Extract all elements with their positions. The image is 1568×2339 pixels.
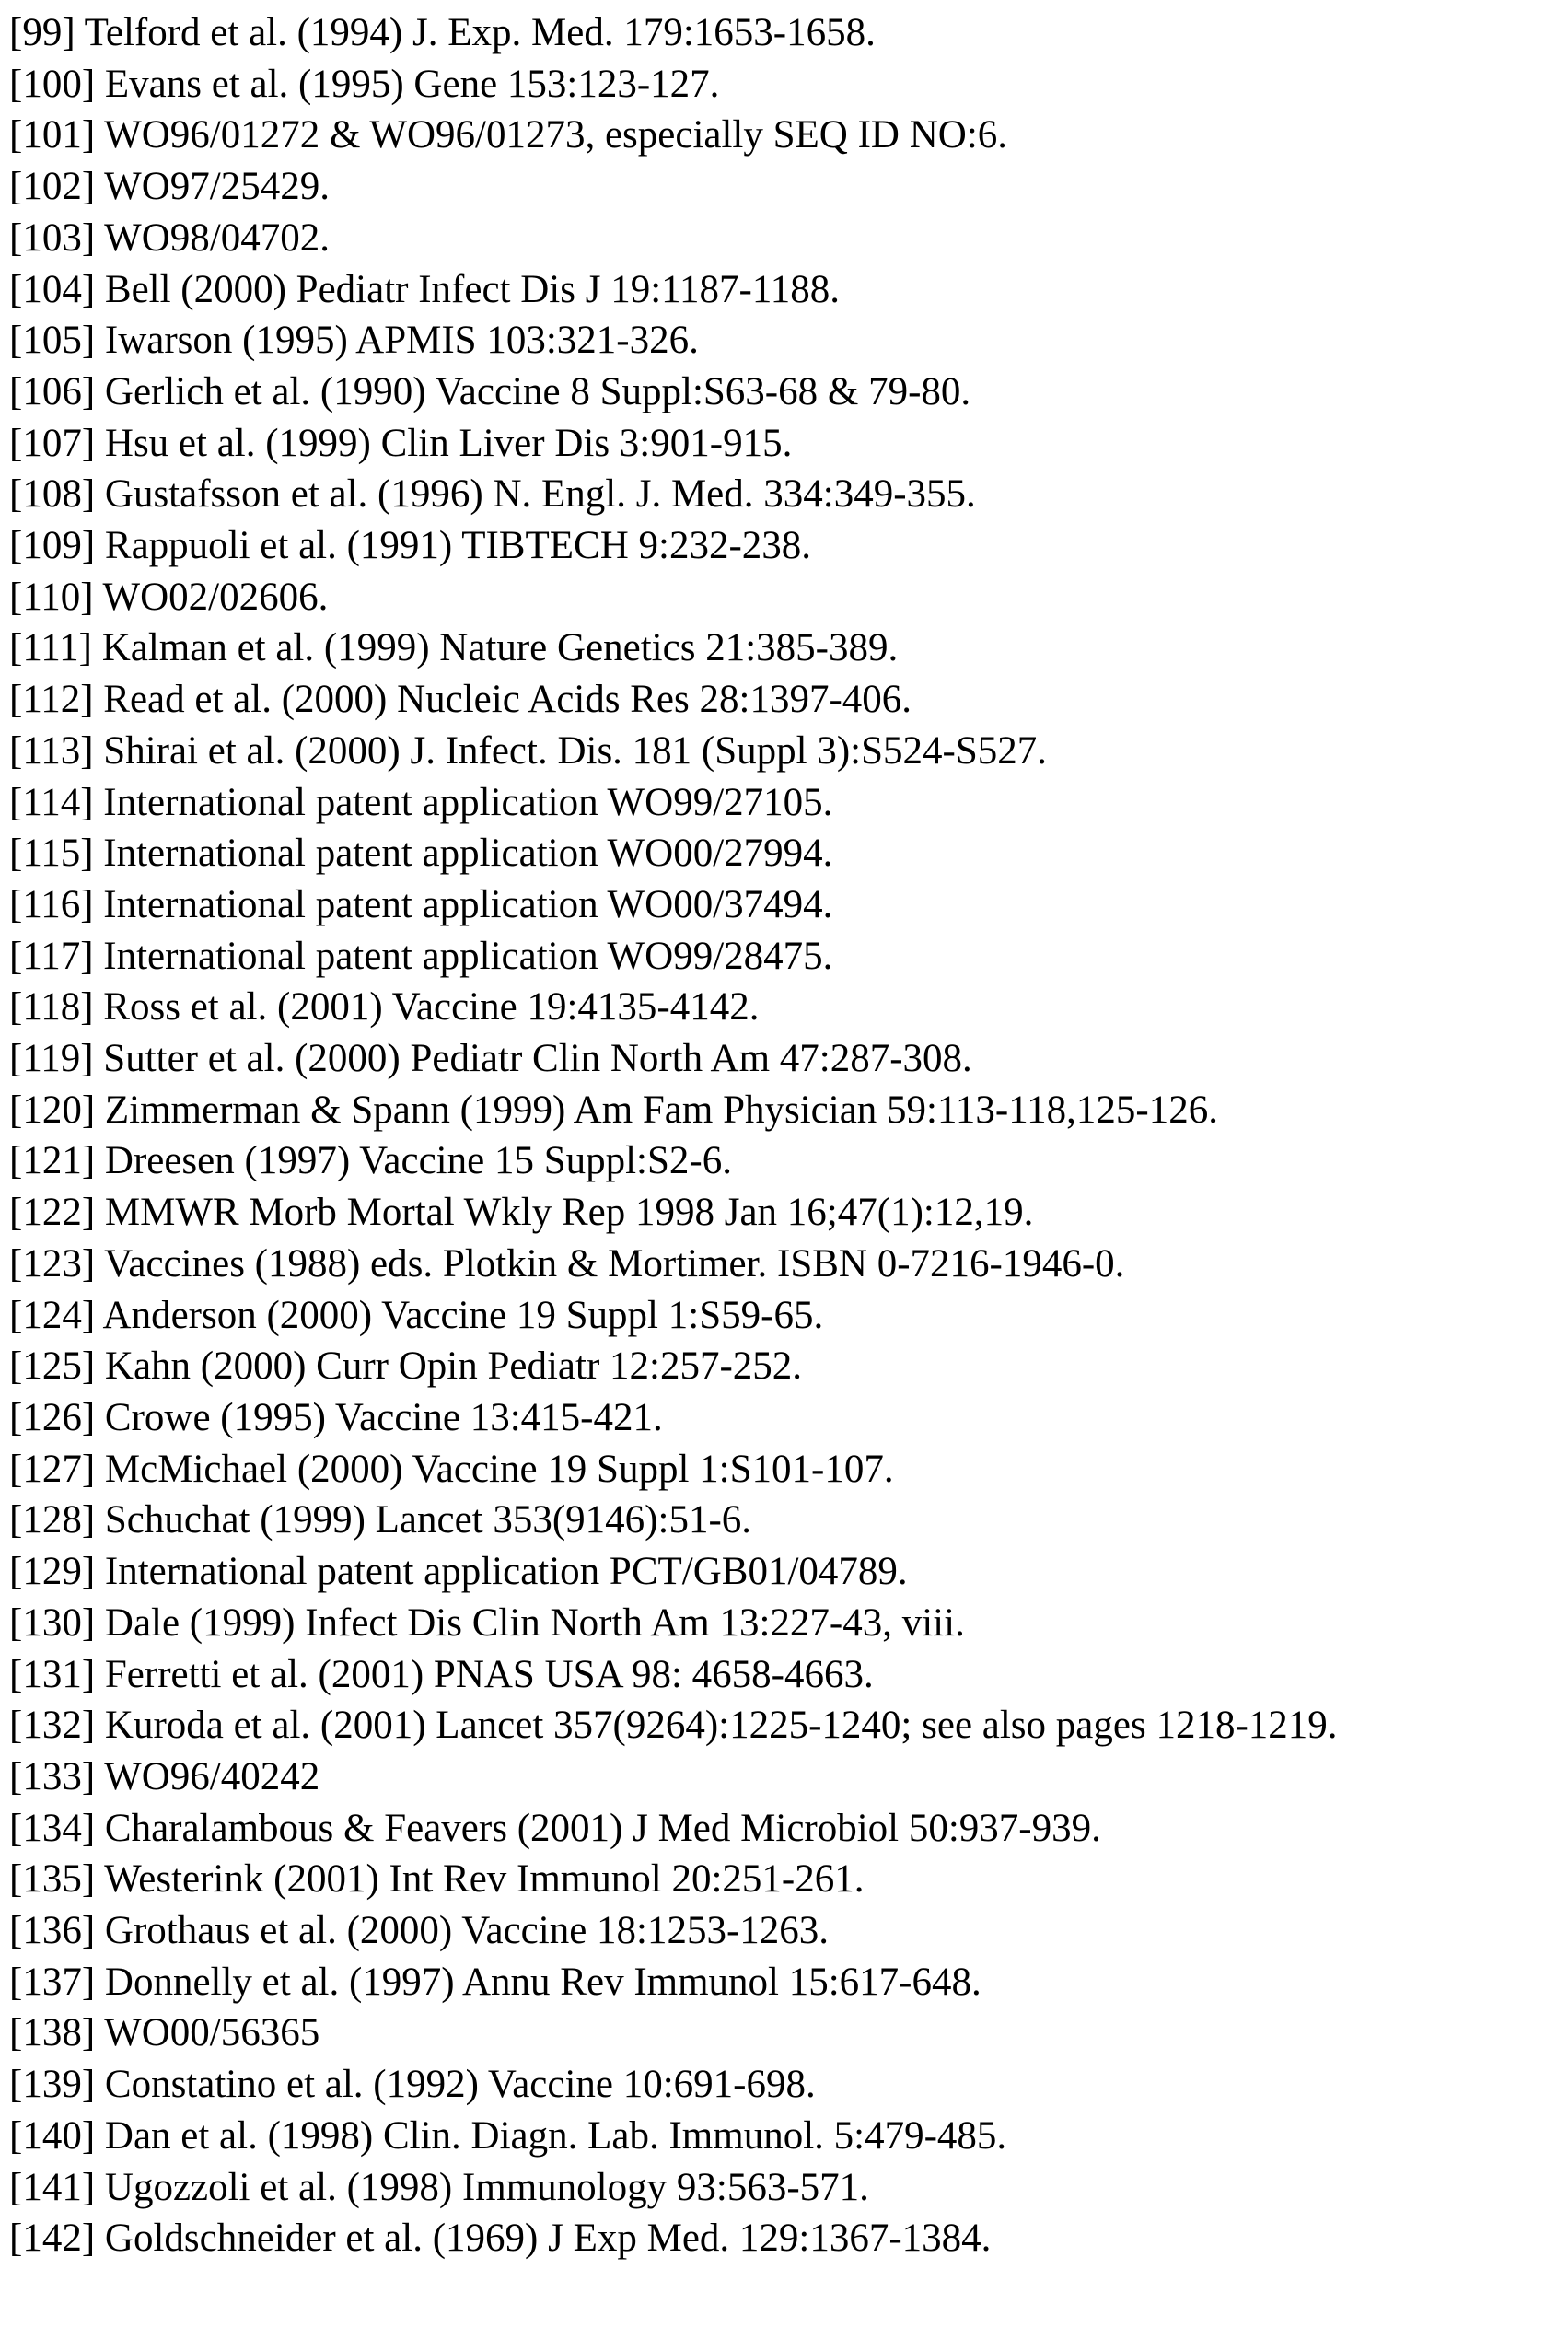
reference-item: [116] International patent application WO00/37494. (9, 882, 833, 926)
reference-item: [102] WO97/25429. (9, 165, 330, 209)
reference-item: [114] International patent application WO99/27105. (9, 780, 833, 824)
reference-item: [118] Ross et al. (2001) Vaccine 19:4135-4142. (9, 985, 760, 1030)
reference-item: [141] Ugozzoli et al. (1998) Immunology 93:563-571. (9, 2165, 869, 2209)
reference-item: [119] Sutter et al. (2000) Pediatr Clin North Am 47:287-308. (9, 1037, 972, 1081)
reference-item: [117] International patent application WO99/28475. (9, 934, 833, 978)
reference-item: [131] Ferretti et al. (2001) PNAS USA 98: 4658-4663. (9, 1652, 874, 1696)
reference-item: [115] International patent application WO00/27994. (9, 832, 833, 876)
reference-item: [133] WO96/40242 (9, 1754, 320, 1798)
reference-item: [113] Shirai et al. (2000) J. Infect. Dis. 181 (Suppl 3):S524-S527. (9, 728, 1048, 773)
reference-item: [112] Read et al. (2000) Nucleic Acids Res 28:1397-406. (9, 678, 912, 722)
reference-item: [134] Charalambous & Feavers (2001) J Med Microbiol 50:937-939. (9, 1806, 1101, 1850)
reference-item: [124] Anderson (2000) Vaccine 19 Suppl 1:S59-65. (9, 1293, 824, 1337)
reference-item: [125] Kahn (2000) Curr Opin Pediatr 12:257-252. (9, 1344, 803, 1389)
reference-item: [140] Dan et al. (1998) Clin. Diagn. Lab. Immunol. 5:479-485. (9, 2113, 1007, 2158)
reference-item: [111] Kalman et al. (1999) Nature Genetics 21:385-389. (9, 626, 899, 670)
reference-item: [109] Rappuoli et al. (1991) TIBTECH 9:232-238. (9, 524, 812, 568)
reference-item: [136] Grothaus et al. (2000) Vaccine 18:1253-1263. (9, 1909, 830, 1953)
reference-item: [130] Dale (1999) Infect Dis Clin North Am 13:227-43, viii. (9, 1600, 965, 1645)
reference-item: [139] Constatino et al. (1992) Vaccine 10:691-698. (9, 2063, 816, 2107)
reference-item: [142] Goldschneider et al. (1969) J Exp Med. 129:1367-1384. (9, 2217, 992, 2261)
reference-item: [120] Zimmerman & Spann (1999) Am Fam Physician 59:113-118,125-126. (9, 1088, 1218, 1132)
reference-item: [100] Evans et al. (1995) Gene 153:123-127. (9, 62, 720, 106)
reference-item: [103] WO98/04702. (9, 215, 330, 260)
reference-item: [108] Gustafsson et al. (1996) N. Engl. J. Med. 334:349-355. (9, 472, 976, 517)
reference-item: [129] International patent application PCT/GB01/04789. (9, 1550, 908, 1594)
reference-item: [132] Kuroda et al. (2001) Lancet 357(9264):1225-1240; see also pages 1218-1219. (9, 1704, 1338, 1748)
reference-item: [101] WO96/01272 & WO96/01273, especially SEQ ID NO:6. (9, 113, 1008, 157)
reference-item: [126] Crowe (1995) Vaccine 13:415-421. (9, 1395, 663, 1439)
reference-item: [107] Hsu et al. (1999) Clin Liver Dis 3:901-915. (9, 421, 793, 465)
reference-item: [105] Iwarson (1995) APMIS 103:321-326. (9, 319, 699, 363)
reference-item: [138] WO00/56365 (9, 2011, 320, 2055)
reference-item: [106] Gerlich et al. (1990) Vaccine 8 Suppl:S63-68 & 79-80. (9, 369, 971, 413)
reference-item: [127] McMichael (2000) Vaccine 19 Suppl 1:S101-107. (9, 1447, 894, 1491)
reference-item: [123] Vaccines (1988) eds. Plotkin & Mortimer. ISBN 0-7216-1946-0. (9, 1241, 1125, 1286)
reference-item: [122] MMWR Morb Mortal Wkly Rep 1998 Jan 16;47(1):12,19. (9, 1191, 1034, 1235)
reference-item: [110] WO02/02606. (9, 575, 329, 619)
reference-item: [128] Schuchat (1999) Lancet 353(9146):51-6. (9, 1498, 752, 1542)
reference-item: [121] Dreesen (1997) Vaccine 15 Suppl:S2-6. (9, 1139, 732, 1183)
reference-item: [135] Westerink (2001) Int Rev Immunol 20:251-261. (9, 1857, 865, 1902)
reference-list (9, 7, 1338, 2264)
reference-item: [99] Telford et al. (1994) J. Exp. Med. 179:1653-1658. (9, 11, 876, 54)
reference-item: [104] Bell (2000) Pediatr Infect Dis J 19:1187-1188. (9, 267, 841, 311)
reference-item: [137] Donnelly et al. (1997) Annu Rev Immunol 15:617-648. (9, 1960, 981, 2004)
